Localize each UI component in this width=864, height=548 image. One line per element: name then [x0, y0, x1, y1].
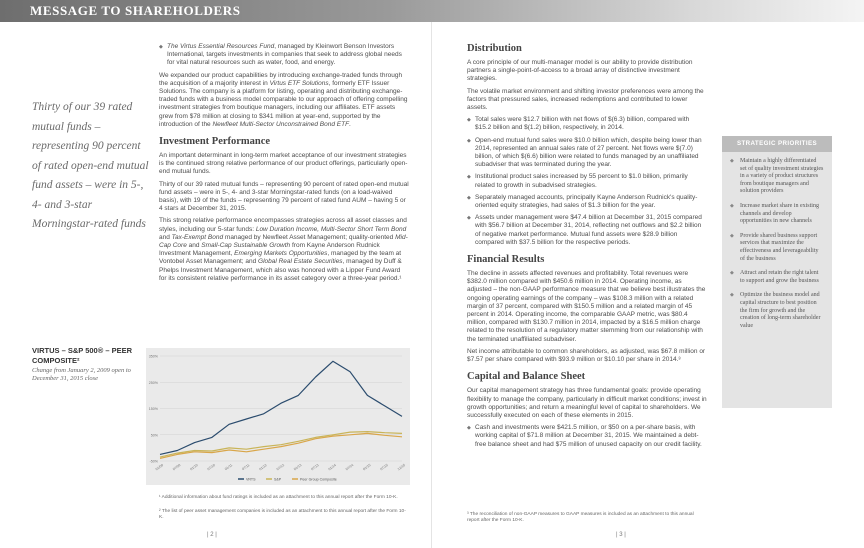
x-tick-label: 12/15: [396, 463, 407, 472]
priority-item: ◆ Attract and retain the right talent to support and grow the business: [730, 270, 824, 285]
text-run: .: [349, 120, 351, 128]
chart-subtitle: Change from January 2, 2009 open to December 31, 2015 close: [32, 367, 131, 382]
investment-paragraph-1: An important determinant in long-term market acceptance of our investment strategies is the continued strong relative performance of our product offerings, particularly open-end mutual funds.: [159, 152, 408, 176]
text-run: Virtus ETF Solutions: [269, 79, 329, 87]
chart-title: VIRTUS – S&P 500® – PEER COMPOSITE²: [32, 346, 133, 365]
text-run: from Kayne Anderson Rudnick Investment Management,: [159, 242, 380, 258]
x-tick-label: 07/10: [206, 463, 216, 472]
text-run: , managed by Duff & Phelps Investment Management, which also was honored with a Lipper Fund Award for its consistent relative performance in its asset category over a three-year period.¹: [159, 258, 402, 282]
text-run: We expanded our product capabilities by introducing exchange-traded funds through the acquisition of a majority interest in: [159, 71, 403, 87]
text-run: Small-Cap Sustainable Growth: [201, 242, 291, 250]
y-tick-label: 150%: [148, 407, 158, 411]
fund-name: The Virtus Essential Resources Fund: [167, 43, 275, 50]
distribution-bullet: ◆ Institutional product sales increased by 55 percent to $1.0 billion, primarily related to growth in subadvised strategies.: [467, 173, 707, 189]
distribution-paragraph-2: The volatile market environment and shifting investor preferences were among the factors that pressured sales, increased redemptions and contributed to lower assets.: [467, 87, 704, 112]
x-tick-label: 01/13: [293, 463, 303, 472]
y-tick-label: 50%: [150, 433, 158, 438]
series-line: [160, 361, 402, 454]
text-run: Emerging Markets Opportunities: [234, 250, 328, 258]
distribution-bullet: ◆ Open-end mutual fund sales were $10.0 billion which, despite being lower than 2014, represented an annual sales rate of 27 percent. Net flows were $(7.0) billion, of which $(6.6) billion were related to funds managed by an unaffiliated subadviser that was terminated during the year.: [467, 137, 707, 170]
financial-results-heading: Financial Results: [467, 254, 545, 266]
distribution-bullet: ◆ Total sales were $12.7 billion with net flows of $(6.3) billion, compared with $15.2 billion and $(1.2) billion, respectively, in 2014.: [467, 116, 707, 132]
y-tick-label: 250%: [148, 380, 158, 385]
y-tick-label: 350%: [148, 354, 158, 359]
priority-item: ◆ Increase market share in existing channels and develop opportunities in new channels: [730, 203, 824, 226]
distribution-heading: Distribution: [467, 43, 522, 54]
financial-paragraph-2: Net income attributable to common shareholders, as adjusted, was $67.8 million or $7.57 per share compared with $93.9 million or $10.10 per share in 2014.³: [467, 347, 706, 364]
bullet-text: , managed by Kleinwort Benson Investors International, targets investments in companies that seek to address global needs for vital natural resources such as water, food, and energy.: [167, 43, 402, 67]
legend-label: Peer Group Composite: [300, 477, 337, 482]
x-tick-label: 01/15: [362, 463, 372, 472]
investment-paragraph-2: Thirty of our 39 rated mutual funds – representing 90 percent of rated open-end mutual fund assets – were in 5-, 4- and 3-star Morningstar-rated funds (on a load-waived basis), with 19 of the funds – representing 79 percent of rated fund AUM – having 5 or 4 stars at December 31, 2015.: [159, 180, 409, 213]
header-title: MESSAGE TO SHAREHOLDERS: [30, 3, 241, 18]
y-tick-label: -50%: [149, 459, 158, 464]
page-number-right: | 3 |: [616, 532, 626, 538]
x-tick-label: 01/11: [224, 463, 234, 472]
x-tick-label: 07/11: [241, 463, 251, 472]
text-run: This strong relative performance encompasses strategies across all asset classes and styles, including our 5-star funds:: [159, 217, 407, 233]
footnote-3: ³ The reconciliation of non-GAAP measures to GAAP measures is included as an attachment to this annual report after the Form 10-K.: [467, 512, 694, 523]
priority-item: ◆ Optimize the business model and capital structure to best position the firm for growth and the creation of long-term shareholder value: [730, 292, 824, 330]
text-run: Mid-Cap Core: [159, 233, 408, 250]
series-line: [160, 433, 402, 458]
chart-heading: [32, 346, 150, 383]
distribution-paragraph-1: A core principle of our multi-manager model is our ability to provide distribution partners a single-point-of-access to a broad array of distinctive investment strategies.: [467, 59, 693, 83]
x-tick-label: 07/13: [310, 463, 320, 472]
page-divider: [431, 22, 432, 548]
text-run: managed by Newfleet Asset Management; quality-oriented: [223, 233, 396, 241]
left-text-column: [159, 43, 409, 287]
text-run: Global Real Estate Securities: [258, 258, 343, 266]
text-run: Low Duration Income, Multi-Sector Short Term Bond: [255, 225, 407, 233]
footnote-2: ² The list of peer asset management companies is included as an attachment to this annual report after the Form 10-K.: [159, 509, 406, 520]
distribution-bullet: ◆ Assets under management were $47.4 billion at December 31, 2015 compared with $56.7 billion at December 31, 2014, reflecting net outflows and $2.2 billion of negative market performance. Mutual fund assets were $28.9 billion compared with $37.5 billion for the respective periods.: [467, 214, 707, 247]
x-tick-label: 07/09: [172, 463, 182, 472]
priority-item: ◆ Maintain a highly differentiated set of quality investment strategies in a variety of product structures from boutique managers and solution providers: [730, 158, 824, 196]
strategic-priorities-box: [722, 136, 832, 408]
capital-paragraph: Our capital management strategy has three fundamental goals: provide operating flexibility to manage the company, particularly in difficult market conditions; invest in growth opportunities; and return a meaningful level of capital to shareholders. We successfully executed on each of these elements in 2015.: [467, 387, 707, 419]
x-tick-label: 01/09: [154, 463, 165, 472]
x-tick-label: 01/14: [327, 463, 337, 472]
performance-chart: [146, 348, 410, 485]
series-line: [160, 432, 402, 458]
distribution-bullet: ◆ Separately managed accounts, principally Kayne Anderson Rudnick's quality-oriented equity strategies, had sales of $1.3 billion for the year.: [467, 194, 707, 210]
investment-performance-heading: Investment Performance: [159, 136, 271, 148]
text-run: , managed by the team at Vontobel Asset Management; and: [159, 250, 402, 266]
text-run: and: [186, 242, 202, 250]
x-tick-label: 07/14: [344, 463, 355, 472]
etf-paragraph: [159, 72, 409, 129]
x-tick-label: 01/10: [189, 463, 199, 472]
page-number-left: | 2 |: [207, 532, 217, 538]
essential-resources-bullet: [159, 43, 409, 68]
strategic-priorities-title: STRATEGIC PRIORITIES: [722, 136, 832, 152]
priority-item: ◆ Provide shared business support services that maximize the effectiveness and leverageability of the business: [730, 233, 824, 263]
x-tick-label: 07/15: [379, 463, 389, 472]
header-banner: [0, 0, 864, 22]
pull-quote: Thirty of our 39 rated mutual funds – representing 90 percent of rated open-end mutual fund assets – were in 5-, 4- and 3-star Morningstar-rated funds: [32, 101, 149, 230]
text-run: , formerly ETF Issuer Solutions. The company is a platform for listing, operating and distributing exchange-traded funds with a business model comparable to our approach of offering compelling investment strategies from boutique managers, including our affiliates. ETF assets grew from $78 million at closing to $341 million at year-end, supported by the introduction of the: [159, 79, 408, 128]
performance-chart-svg: [146, 348, 410, 485]
x-tick-label: 01/12: [258, 463, 268, 472]
x-tick-label: 07/12: [275, 463, 286, 472]
legend-label: S&P: [274, 477, 282, 482]
text-run: Tax-Exempt Bond: [171, 233, 224, 241]
text-run: and: [159, 233, 172, 241]
right-text-column: [467, 40, 707, 453]
legend-label: VRTS: [246, 477, 256, 482]
strategic-priorities-list: [722, 152, 832, 330]
investment-paragraph-3: [159, 217, 409, 283]
capital-heading: Capital and Balance Sheet: [467, 371, 586, 383]
capital-bullet: ◆ Cash and investments were $421.5 million, or $50 on a per-share basis, with working capital of $71.8 million at December 31, 2015. We maintained a debt-free balance sheet and had $75 million of unused capacity on our credit facility.: [467, 424, 707, 449]
footnote-1: ¹ Additional information about fund ratings is included as an attachment to this annual report after the Form 10-K.: [159, 495, 398, 500]
text-run: Newfleet Multi-Sector Unconstrained Bond ETF: [212, 120, 350, 128]
financial-paragraph-1: The decline in assets affected revenues and profitability. Total revenues were $382.0 million compared with $450.6 million in 2014. Operating income, as adjusted – the non-GAAP performance measure that we believe best illustrates the ongoing operating earnings of the company – was $108.3 million with a related margin of 37 percent, compared with $150.5 million and a related margin of 45 percent in 2014. Operating income, the comparable GAAP metric, was $80.4 million, compared with $130.7 million in 2014, impacted by a $16.5 million charge related to the resolution of a regulatory matter stemming from our relationship with the terminated unaffiliated subadviser.: [467, 270, 706, 343]
